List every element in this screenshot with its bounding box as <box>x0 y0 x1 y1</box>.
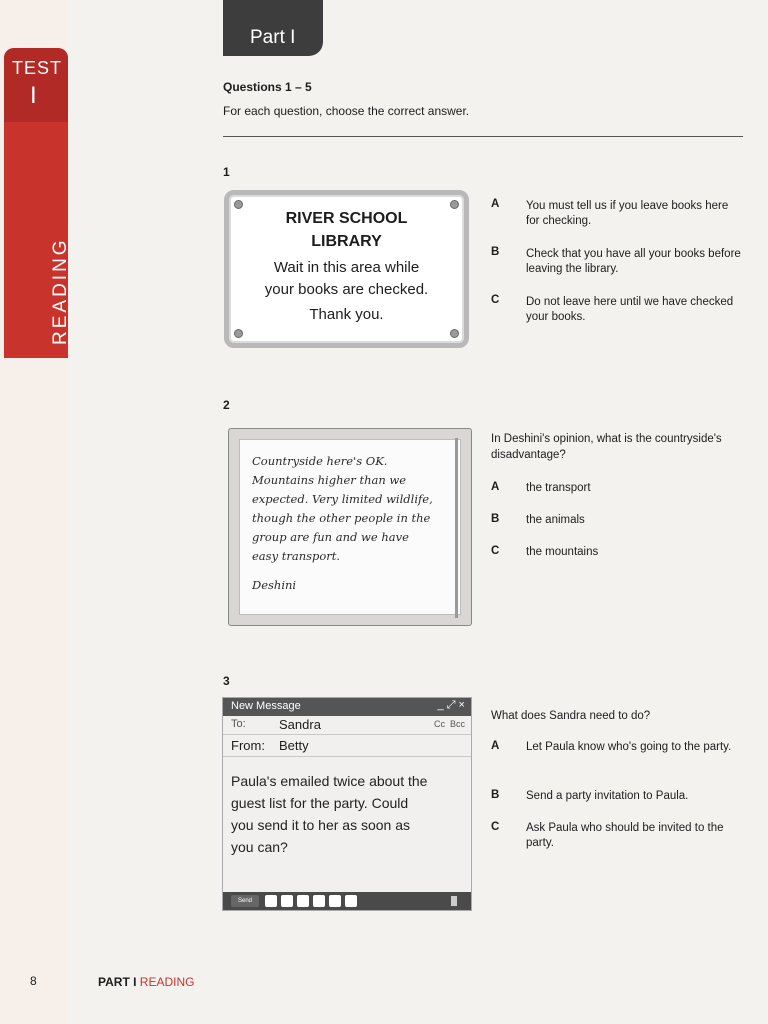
email-window-title: New Message <box>231 700 301 712</box>
q3-stem: What does Sandra need to do? <box>491 710 651 722</box>
q3-option-c-letter[interactable]: C <box>491 821 500 833</box>
sign-body-line3: Thank you. <box>309 306 384 323</box>
test-label: TEST <box>12 58 63 78</box>
q2-option-c-text[interactable]: the mountains <box>526 546 599 558</box>
screw-icon <box>450 200 459 209</box>
trash-icon[interactable] <box>451 896 457 906</box>
send-button[interactable]: Send <box>231 895 259 907</box>
email-toolbar <box>223 892 471 910</box>
email-body[interactable] <box>231 770 427 858</box>
email-title-bar <box>223 698 471 716</box>
q3-option-a-text[interactable]: Let Paula know who's going to the party. <box>526 741 732 753</box>
email-body-line: you send it to her as soon as <box>231 817 410 833</box>
cc-bcc-links[interactable]: Cc Bcc <box>433 719 465 729</box>
instructions: For each question, choose the correct answer. <box>223 104 470 118</box>
from-label: From: <box>231 738 265 753</box>
sign-body-line1: Wait in this area while <box>273 259 420 276</box>
footer-part: PART I <box>98 975 137 989</box>
image-icon[interactable] <box>329 895 341 907</box>
from-field[interactable]: Betty <box>279 738 309 753</box>
note-line-1: Countryside here's OK. <box>252 454 388 468</box>
footer-section: READING <box>139 975 195 989</box>
note-line-3: expected. Very limited wildlife, <box>252 492 433 506</box>
part-label: Part I <box>250 27 296 48</box>
q2-stem: In Deshini's opinion, what is the countryside's disadvantage? <box>491 433 722 461</box>
question-2-number: 2 <box>223 398 230 412</box>
email-body-line: guest list for the party. Could <box>231 795 409 811</box>
sign-title-line1: RIVER SCHOOL <box>285 210 408 227</box>
attach-icon[interactable] <box>281 895 293 907</box>
note-line-2: Mountains higher than we <box>252 473 407 487</box>
emoji-icon[interactable] <box>313 895 325 907</box>
library-sign <box>224 190 469 348</box>
email-body-line: Paula's emailed twice about the <box>231 773 428 789</box>
test-number: I <box>30 82 37 109</box>
note-signature: Deshini <box>252 578 297 592</box>
q2-option-a-letter[interactable]: A <box>491 481 500 493</box>
q1-option-b-text[interactable]: Check that you have all your books before leaving the library. <box>526 248 741 275</box>
q3-option-a-letter[interactable]: A <box>491 740 500 752</box>
email-to-row <box>223 716 471 735</box>
screw-icon <box>450 329 459 338</box>
divider <box>223 136 743 137</box>
to-field[interactable]: Sandra <box>279 717 321 732</box>
email-window <box>222 697 472 911</box>
email-from-row <box>223 735 471 757</box>
q1-option-c-letter[interactable]: C <box>491 294 500 306</box>
format-icon[interactable] <box>265 895 277 907</box>
q1-option-a-letter[interactable]: A <box>491 198 500 210</box>
q2-option-b-text[interactable]: the animals <box>526 514 585 526</box>
footer-label <box>98 975 194 989</box>
q1-option-c-text[interactable]: Do not leave here until we have checked your books. <box>526 296 734 323</box>
question-1-number: 1 <box>223 165 230 179</box>
q1-option-a-text[interactable]: You must tell us if you leave books here for checking. <box>526 200 729 227</box>
postcard-divider <box>455 438 458 618</box>
note-line-6: easy transport. <box>252 549 341 563</box>
more-icon[interactable] <box>345 895 357 907</box>
questions-heading: Questions 1 – 5 <box>223 80 312 94</box>
q2-option-c-letter[interactable]: C <box>491 545 500 557</box>
to-label: To: <box>231 718 246 730</box>
link-icon[interactable] <box>297 895 309 907</box>
q3-option-b-letter[interactable]: B <box>491 789 500 801</box>
note-line-5: group are fun and we have <box>252 530 409 544</box>
email-body-line: you can? <box>231 839 288 855</box>
section-vertical-label: READING <box>50 237 71 345</box>
sign-body-line2: your books are checked. <box>264 281 429 298</box>
note-line-4: though the other people in the <box>252 511 431 525</box>
q2-option-a-text[interactable]: the transport <box>526 482 591 494</box>
window-controls-icon[interactable]: _ ⤢ × <box>437 699 465 711</box>
screw-icon <box>234 200 243 209</box>
q3-option-b-text[interactable]: Send a party invitation to Paula. <box>526 790 689 802</box>
question-3-number: 3 <box>223 674 230 688</box>
screw-icon <box>234 329 243 338</box>
page-number: 8 <box>30 974 37 988</box>
q3-option-c-text[interactable]: Ask Paula who should be invited to the party. <box>526 822 724 849</box>
q2-option-b-letter[interactable]: B <box>491 513 500 525</box>
q1-option-b-letter[interactable]: B <box>491 246 500 258</box>
sign-title-line2: LIBRARY <box>311 233 382 250</box>
